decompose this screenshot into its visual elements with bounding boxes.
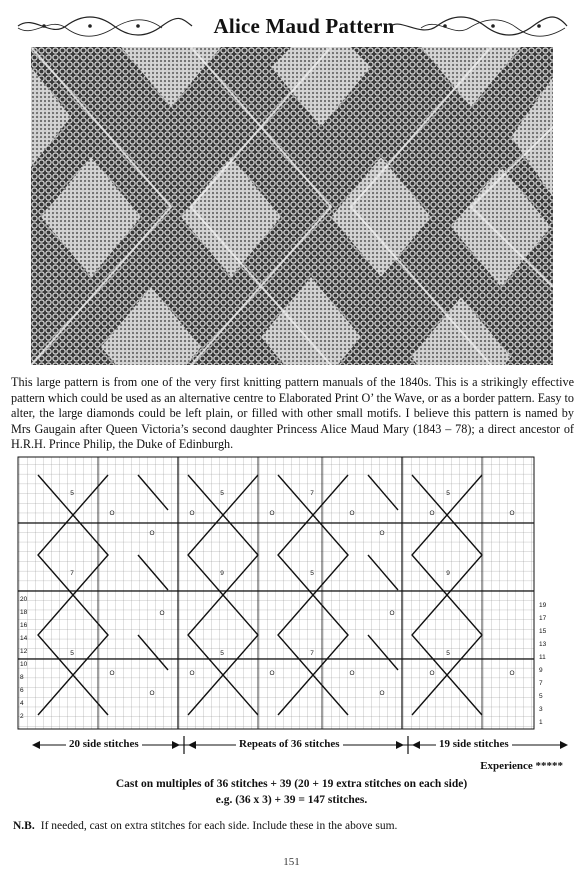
row-number-right: 3: [539, 706, 543, 713]
stitch-section-indicator: [30, 736, 570, 756]
intro-paragraph: This large pattern is from one of the very first knitting pattern manuals of the 1840s. This is a strikingly effective pattern which could be used as an alternative centre to Elaborated Print O’ the Wave, or as a border pattern. Easy to alter, the large diamonds could be left plain, or filled with other small motifs. I believe this pattern is named by Mrs Gaugain after Queen Victoria’s second daughter Princess Alice Maud Mary (1843 – 78); a direct ancestor of H.R.H. Prince Philip, the Duke of Edinburgh.: [11, 375, 574, 452]
lace-pattern-image: [31, 47, 553, 365]
title-row: [14, 8, 569, 44]
row-number-left: 10: [20, 661, 28, 668]
svg-text:O: O: [429, 510, 435, 517]
svg-text:5: 5: [70, 490, 74, 497]
svg-text:O: O: [109, 670, 115, 677]
svg-text:5: 5: [446, 490, 450, 497]
svg-text:O: O: [389, 610, 395, 617]
svg-text:7: 7: [310, 650, 314, 657]
svg-text:5: 5: [220, 490, 224, 497]
svg-text:O: O: [379, 690, 385, 697]
note: [13, 820, 397, 832]
cast-on-example: e.g. (36 x 3) + 39 = 147 stitches.: [215, 794, 368, 806]
row-number-left: 18: [20, 609, 28, 616]
row-number-right: 9: [539, 667, 543, 674]
row-number-left: 8: [20, 674, 24, 681]
experience-rating: Experience *****: [480, 760, 563, 772]
left-side-stitches-label: 20 side stitches: [66, 738, 142, 750]
svg-text:O: O: [349, 670, 355, 677]
svg-text:7: 7: [70, 570, 74, 577]
note-label: N.B.: [13, 820, 35, 832]
svg-text:O: O: [429, 670, 435, 677]
svg-text:5: 5: [220, 650, 224, 657]
svg-text:O: O: [149, 690, 155, 697]
svg-text:5: 5: [310, 570, 314, 577]
row-number-right: 17: [539, 615, 547, 622]
svg-text:O: O: [269, 670, 275, 677]
right-side-stitches-label: 19 side stitches: [436, 738, 512, 750]
page-number: 151: [283, 856, 300, 868]
svg-text:7: 7: [310, 490, 314, 497]
svg-text:O: O: [189, 510, 195, 517]
svg-text:9: 9: [446, 570, 450, 577]
svg-text:O: O: [189, 670, 195, 677]
svg-text:5: 5: [70, 650, 74, 657]
row-number-left: 12: [20, 648, 28, 655]
row-number-left: 4: [20, 700, 24, 707]
row-number-right: 13: [539, 641, 547, 648]
svg-text:O: O: [379, 530, 385, 537]
repeat-stitches-label: Repeats of 36 stitches: [236, 738, 343, 750]
svg-text:O: O: [109, 510, 115, 517]
svg-text:O: O: [269, 510, 275, 517]
knitting-chart: [12, 455, 560, 737]
row-number-left: 6: [20, 687, 24, 694]
svg-text:O: O: [159, 610, 165, 617]
lace-swatch-photo: [31, 47, 553, 365]
right-flourish-ornament: [389, 8, 569, 44]
row-number-left: 2: [20, 713, 24, 720]
svg-text:O: O: [509, 510, 515, 517]
row-number-left: 16: [20, 622, 28, 629]
cast-on-instruction: Cast on multiples of 36 stitches + 39 (20 + 19 extra stitches on each side): [115, 778, 468, 790]
row-number-left: 14: [20, 635, 28, 642]
row-number-right: 15: [539, 628, 547, 635]
page-title: Alice Maud Pattern: [213, 14, 395, 38]
svg-text:O: O: [149, 530, 155, 537]
row-number-left: 20: [20, 596, 28, 603]
svg-text:5: 5: [446, 650, 450, 657]
svg-text:9: 9: [220, 570, 224, 577]
svg-text:O: O: [509, 670, 515, 677]
note-text: If needed, cast on extra stitches for each side. Include these in the above sum.: [40, 820, 398, 832]
row-number-right: 1: [539, 719, 543, 726]
row-number-right: 19: [539, 602, 547, 609]
row-number-right: 11: [539, 654, 546, 661]
row-number-right: 7: [539, 680, 543, 687]
row-number-right: 5: [539, 693, 543, 700]
svg-text:O: O: [349, 510, 355, 517]
left-flourish-ornament: [14, 8, 194, 44]
